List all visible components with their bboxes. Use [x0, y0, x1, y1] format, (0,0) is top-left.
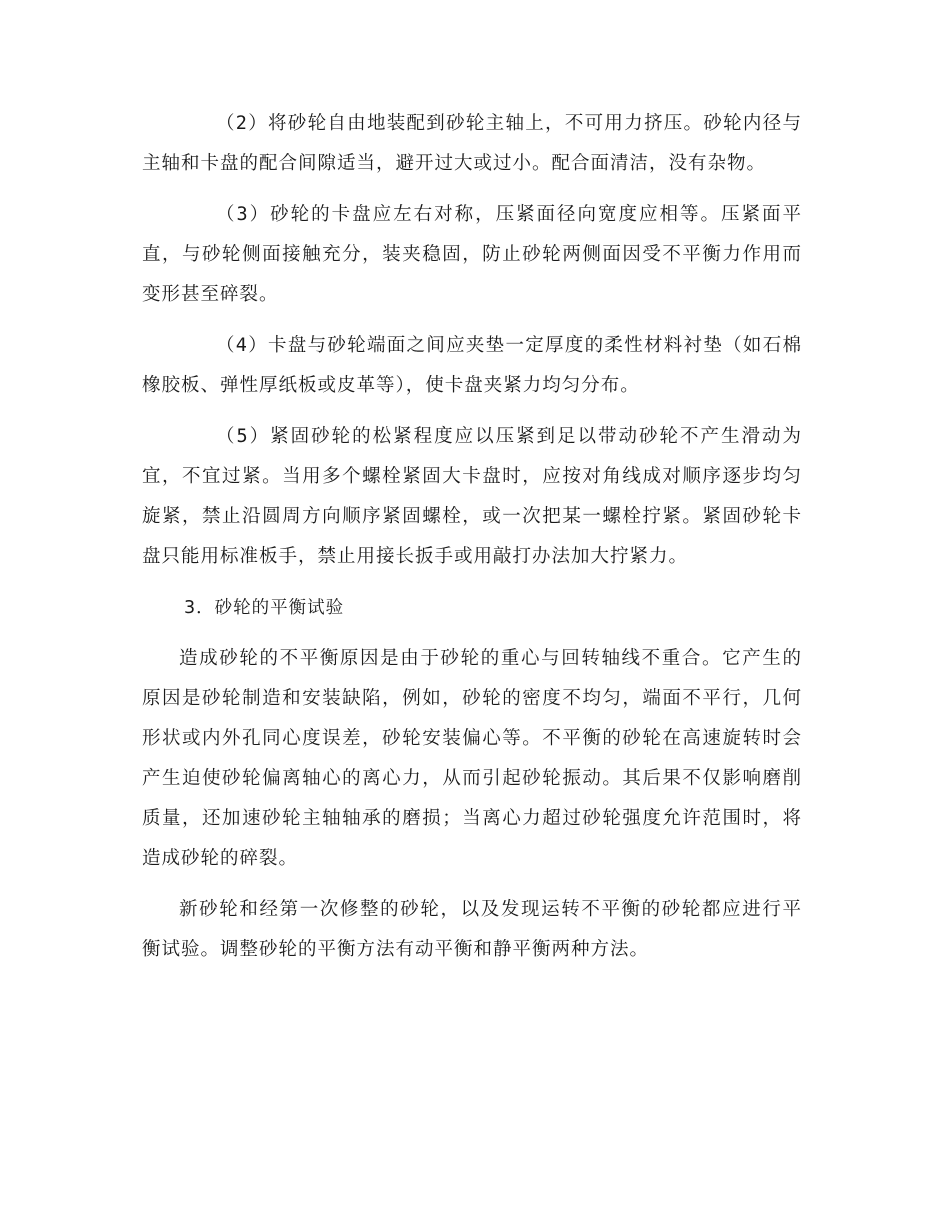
paragraph-item-5: （5）紧固砂轮的松紧程度应以压紧到足以带动砂轮不产生滑动为宜，不宜过紧。当用多个螺栓紧固大卡盘时，应按对角线成对顺序逐步均匀旋紧，禁止沿圆周方向顺序紧固螺栓，或一次把某一螺栓拧紧。紧固砂轮卡盘只能用标准板手，禁止用接长扳手或用敲打办法加大拧紧力。 — [142, 426, 802, 567]
document-body — [142, 104, 802, 970]
paragraph-item-3: （3）砂轮的卡盘应左右对称，压紧面径向宽度应相等。压紧面平直，与砂轮侧面接触充分，装夹稳固，防止砂轮两侧面因受不平衡力作用而变形甚至碎裂。 — [142, 204, 802, 305]
paragraph-balance-test: 新砂轮和经第一次修整的砂轮，以及发现运转不平衡的砂轮都应进行平衡试验。调整砂轮的平衡方法有动平衡和静平衡两种方法。 — [142, 899, 802, 960]
section-heading: 3．砂轮的平衡试验 — [184, 598, 345, 618]
paragraph-imbalance-causes: 造成砂轮的不平衡原因是由于砂轮的重心与回转轴线不重合。它产生的原因是砂轮制造和安装缺陷，例如，砂轮的密度不均匀，端面不平行，几何形状或内外孔同心度误差，砂轮安装偏心等。不平衡的砂轮在高速旋转时会产生迫使砂轮偏离轴心的离心力，从而引起砂轮振动。其后果不仅影响磨削质量，还加速砂轮主轴轴承的磨损；当离心力超过砂轮强度允许范围时，将造成砂轮的碎裂。 — [142, 648, 802, 869]
paragraph-item-2: （2）将砂轮自由地装配到砂轮主轴上，不可用力挤压。砂轮内径与主轴和卡盘的配合间隙适当，避开过大或过小。配合面清洁，没有杂物。 — [142, 113, 802, 174]
paragraph-item-4: （4）卡盘与砂轮端面之间应夹垫一定厚度的柔性材料衬垫（如石棉橡胶板、弹性厚纸板或皮革等），使卡盘夹紧力均匀分布。 — [142, 335, 802, 396]
